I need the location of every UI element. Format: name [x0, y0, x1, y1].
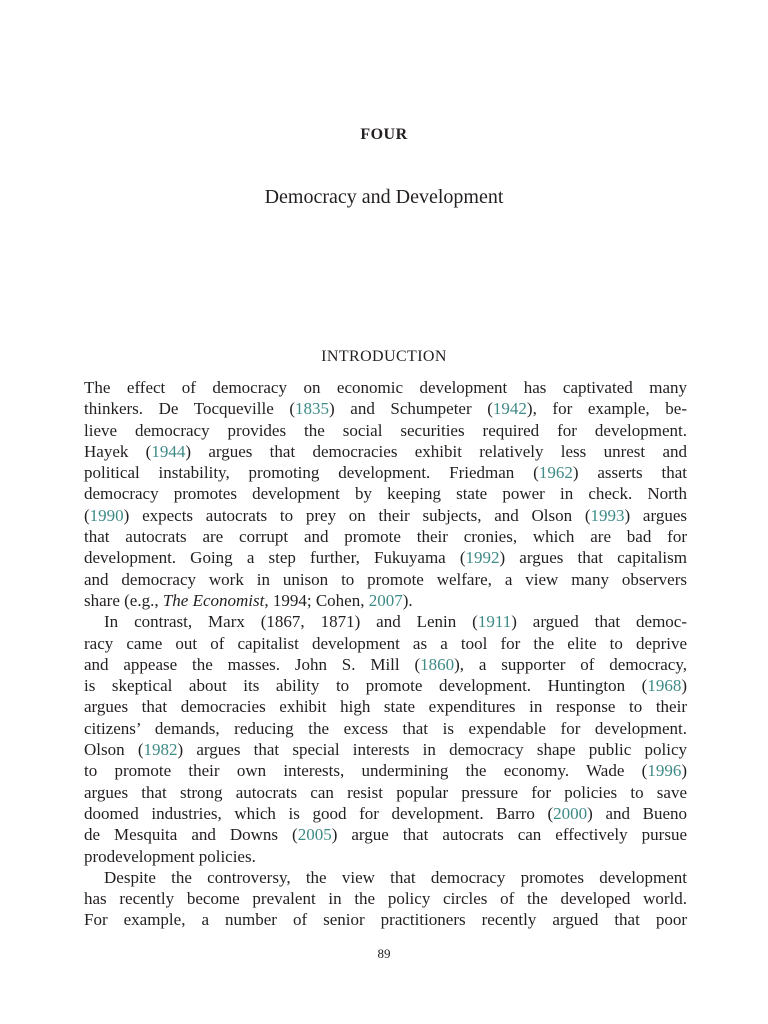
section-heading: INTRODUCTION: [321, 348, 447, 365]
text-line: [84, 398, 687, 419]
text-line: [84, 867, 687, 888]
text-segment: ), for example, be-: [526, 399, 687, 419]
text-line: [84, 909, 687, 930]
text-segment: and appease the masses. John S. Mill (: [84, 654, 421, 674]
text-segment: ) argues: [624, 505, 687, 525]
text-segment: prodevelopment policies.: [84, 846, 256, 866]
text-line: [84, 462, 687, 483]
citation-link[interactable]: 1990: [89, 505, 124, 525]
text-segment: Despite the controversy, the view that democracy promotes development: [104, 867, 687, 887]
text-line: [84, 505, 687, 526]
page-number: 89: [377, 946, 391, 961]
text-line: [84, 569, 687, 590]
italic-text: The Economist: [162, 590, 265, 610]
body-text: [84, 377, 687, 931]
text-segment: , 1994; Cohen,: [264, 590, 369, 610]
text-segment: de Mesquita and Downs (: [84, 825, 298, 845]
text-line: [84, 654, 687, 675]
text-segment: argues that democracies exhibit high state expenditures in response to their: [84, 697, 687, 717]
text-segment: share (e.g.,: [84, 590, 163, 610]
text-line: [84, 760, 687, 781]
text-line: [84, 526, 687, 547]
text-line: [84, 547, 687, 568]
citation-link[interactable]: 1942: [492, 399, 527, 419]
citation-link[interactable]: 1968: [647, 676, 682, 696]
text-segment: ) and Schumpeter (: [329, 399, 493, 419]
text-segment: ) and Bueno: [587, 803, 687, 823]
text-line: [84, 739, 687, 760]
text-segment: Hayek (: [84, 441, 152, 461]
citation-link[interactable]: 1962: [538, 463, 573, 483]
text-segment: to promote their own interests, undermining the economy. Wade (: [84, 761, 648, 781]
text-segment: ) argues that democracies exhibit relatively less unrest and: [185, 441, 687, 461]
citation-link[interactable]: 1996: [647, 761, 682, 781]
text-segment: political instability, promoting development. Friedman (: [84, 463, 539, 483]
text-line: [84, 803, 687, 824]
text-segment: that autocrats are corrupt and promote their cronies, which are bad for: [84, 527, 687, 547]
text-segment: ) asserts that: [572, 463, 687, 483]
text-line: [84, 782, 687, 803]
text-line: [84, 633, 687, 654]
text-line: [84, 675, 687, 696]
citation-link[interactable]: 1835: [295, 399, 330, 419]
text-segment: ): [681, 761, 687, 781]
text-segment: For example, a number of senior practitioners recently argued that poor: [84, 910, 687, 930]
citation-link[interactable]: 2007: [368, 590, 403, 610]
citation-link[interactable]: 1993: [590, 505, 625, 525]
text-segment: racy came out of capitalist development as a tool for the elite to deprive: [84, 633, 687, 653]
chapter-title: Democracy and Development: [264, 186, 504, 208]
citation-link[interactable]: 1860: [420, 654, 455, 674]
text-segment: ).: [402, 590, 413, 610]
citation-link[interactable]: 2005: [297, 825, 332, 845]
text-line: [84, 420, 687, 441]
text-segment: thinkers. De Tocqueville (: [84, 399, 296, 419]
citation-link[interactable]: 1992: [465, 548, 500, 568]
text-segment: argues that strong autocrats can resist popular pressure for policies to save: [84, 782, 687, 802]
text-segment: citizens’ demands, reducing the excess that is expendable for development.: [84, 718, 687, 738]
text-line: [84, 824, 687, 845]
text-segment: is skeptical about its ability to promote development. Huntington (: [84, 676, 648, 696]
text-segment: ): [681, 676, 687, 696]
text-line: [84, 718, 687, 739]
text-segment: development. Going a step further, Fukuyama (: [84, 548, 466, 568]
text-line: [84, 441, 687, 462]
text-line: [84, 483, 687, 504]
text-line: [84, 888, 687, 909]
text-segment: ) argues that capitalism: [499, 548, 687, 568]
text-segment: lieve democracy provides the social securities required for development.: [84, 420, 687, 440]
text-segment: ), a supporter of democracy,: [454, 654, 687, 674]
text-segment: and democracy work in unison to promote welfare, a view many observers: [84, 569, 687, 589]
text-segment: ) expects autocrats to prey on their subjects, and Olson (: [123, 505, 591, 525]
chapter-number: FOUR: [360, 126, 408, 143]
text-segment: The effect of democracy on economic development has captivated many: [84, 378, 687, 397]
text-line: [84, 590, 687, 611]
text-segment: has recently become prevalent in the policy circles of the developed world.: [84, 889, 687, 909]
citation-link[interactable]: 1911: [477, 612, 512, 632]
text-segment: democracy promotes development by keeping state power in check. North: [84, 484, 687, 504]
citation-link[interactable]: 1944: [151, 441, 186, 461]
text-segment: In contrast, Marx (1867, 1871) and Lenin (: [104, 612, 478, 632]
text-line: [84, 377, 687, 398]
text-line: [84, 696, 687, 717]
citation-link[interactable]: 1982: [143, 740, 178, 760]
text-segment: (: [84, 505, 90, 525]
text-line: [84, 846, 687, 867]
text-segment: ) argue that autocrats can effectively pursue: [331, 825, 687, 845]
citation-link[interactable]: 2000: [553, 803, 588, 823]
text-line: [84, 611, 687, 632]
text-segment: doomed industries, which is good for development. Barro (: [84, 803, 554, 823]
text-segment: ) argues that special interests in democracy shape public policy: [177, 740, 687, 760]
text-segment: Olson (: [84, 740, 144, 760]
text-segment: ) argued that democ-: [511, 612, 687, 632]
